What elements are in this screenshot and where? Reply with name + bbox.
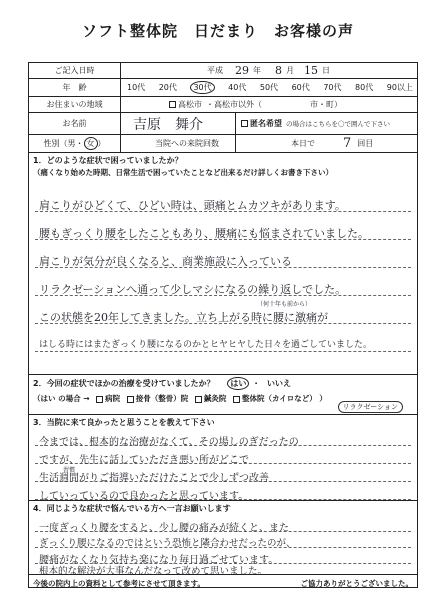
age-option-50[interactable]: 50代 [259,83,279,92]
anon-option[interactable] [241,113,390,134]
month-unit: 月 [286,66,294,75]
name-field[interactable] [133,113,203,134]
q4-answer-line: 根本的な解決が大事なんだなって改めて思いました。 [39,566,268,577]
q1-answer-line: 腰もぎっくり腰をしたこともあり、腰痛にも悩まされていました。 [39,227,369,240]
anon-checkbox[interactable] [241,120,248,127]
gender-field[interactable] [29,135,121,152]
age-options[interactable] [127,79,413,96]
gender-end: ） [97,139,106,148]
today-unit: 回目 [357,139,374,148]
visit-date-value[interactable] [207,63,330,78]
area-row [29,97,417,113]
q2-heading: 2．今回の症状でほかの治療を受けていましたか？ [33,379,215,388]
name-divider [235,113,236,134]
age-option-10[interactable]: 10代 [127,83,146,92]
q2-question [29,375,417,392]
footer [29,577,417,589]
gender-label: 性別（ [43,139,68,148]
area-in: 高松市 [178,100,202,109]
q2-annotation: リラクゼーション [338,401,403,413]
gender-sep: ・ [75,139,84,148]
area-dot: ・ [206,100,214,109]
choice-shinkyu: 鍼灸院 [203,394,227,403]
today-value: 7 [343,136,352,151]
q2-yes-selected[interactable]: はい [227,377,249,390]
area-out-end: 市・町） [310,100,342,109]
visit-month: 8 [275,64,282,77]
choice-seitai: 整体院（カイロなど） [242,394,317,403]
day-unit: 日 [322,66,330,75]
gender-row [29,135,417,153]
area-in-checkbox[interactable] [169,101,176,108]
age-row [29,79,417,97]
name-label: お名前 [29,113,121,134]
form-title: ソフト整体院 日だまり お客様の声 [81,22,354,40]
q3-answer-line: ですが、先生に話していただき悪い所がどこで [39,455,249,466]
age-option-90[interactable]: 90以上 [386,83,413,92]
year-unit: 年 [253,66,261,75]
visit-date-label: ご記入日時 [29,63,121,78]
q1-answer-line: はしる時にはまたぎっくり腰になるのかとヒヤヒヤした日々を過ごしていました。 [39,340,373,350]
q1-answer-line: 肩こりがひどくて、ひどい時は、頭痛とムカツキがあります。 [39,199,346,212]
q4-answer-line: 一度ぎっくり腰をすると、少し腰の痛みが続くと、また [39,523,289,534]
q2-sub-prefix: （はい の場合 → [33,394,90,403]
choice-sekkotsu-checkbox[interactable] [127,396,134,403]
q2-section [29,375,417,415]
area-options[interactable] [169,97,342,112]
name-row [29,113,417,135]
q1-sub: （痛くなり始めた時期、日常生活で困っていたことなど出来るだけ詳しくお書き下さい） [33,168,333,177]
name-value: 吉原 舞介 [133,116,203,133]
q1-answer-line: リラクゼーションへ通って少しマシになるの繰り返しでした。 [39,283,347,296]
anon-label: 匿名希望 [250,119,282,128]
q2-sub-end: ） [319,394,327,403]
q1-heading: 1．どのような症状で困っていましたか？ [33,156,183,165]
q4-section [29,501,417,575]
choice-seitai-checkbox[interactable] [233,396,240,403]
visit-year: 29 [235,64,249,77]
age-option-70[interactable]: 70代 [323,83,342,92]
q4-answer-line: ぎっくり腰になるのではという恐怖と隣合わせだったのが、 [39,538,296,549]
q4-answer-line: 腰痛がなくなり気持ち楽になり毎日過ごせています。 [39,555,279,566]
area-out: 高松市以外（ [214,100,262,109]
choice-shinkyu-checkbox[interactable] [195,396,202,403]
visits-divider [235,135,236,152]
era: 平成 [207,66,223,75]
gender-female-selected[interactable]: 女 [84,137,98,150]
visit-day: 15 [304,64,318,77]
age-option-40[interactable]: 40代 [228,83,247,92]
area-label: お住まいの地域 [29,97,121,112]
visit-date-row [29,63,417,79]
footer-thanks: ご協力ありがとうございました。 [300,578,413,588]
q3-annotation: 習慣 [63,467,76,474]
q1-section [29,153,417,375]
today-field[interactable] [291,135,373,152]
q3-answer-line: 今までは、根本的な治療がなくて、その場しのぎだったの [39,437,299,448]
age-option-80[interactable]: 80代 [355,83,374,92]
age-label: 年 齢 [29,79,121,96]
rule [35,351,411,352]
choice-hospital-checkbox[interactable] [96,396,103,403]
age-option-60[interactable]: 60代 [291,83,310,92]
survey-form [28,62,418,588]
q3-answer-line: 生活週間がりご指導いただけたことで少しずつ改善 [39,473,269,484]
q3-answer-line: していっているので良かったと思っています。 [39,491,249,502]
q1-answer-line: 肩こりが気分が良くなると、商業施設に入っている [39,255,292,268]
age-option-30-selected[interactable]: 30代 [190,81,214,94]
q2-sep: ・ [252,379,261,388]
anon-note: の場合はこちらを〇で囲んで下さい [286,120,390,128]
q2-no[interactable]: いいえ [266,379,291,388]
q1-annotation: （何十年も前から） [257,301,312,308]
q3-heading: 3．当院に来て良かったと思うことを教えて下さい [33,418,215,427]
q1-answer-line: この状態を20年してきました。立ち上がる時に腰に激痛が [39,311,328,324]
choice-sekkotsu: 接骨（整骨）院 [135,394,189,403]
today-label: 本日で [291,139,315,148]
choice-hospital: 病院 [105,394,121,403]
gender-male[interactable]: 男 [67,139,76,148]
visits-label: 当院への来院回数 [155,139,219,148]
footer-text: 今後の院内上の資料として参考にさせて頂きます。 [33,578,205,588]
q4-heading: 4．同じような症状で悩んでいる方へ一言お願いします [33,504,231,513]
age-option-20[interactable]: 20代 [158,83,177,92]
q3-section [29,415,417,501]
